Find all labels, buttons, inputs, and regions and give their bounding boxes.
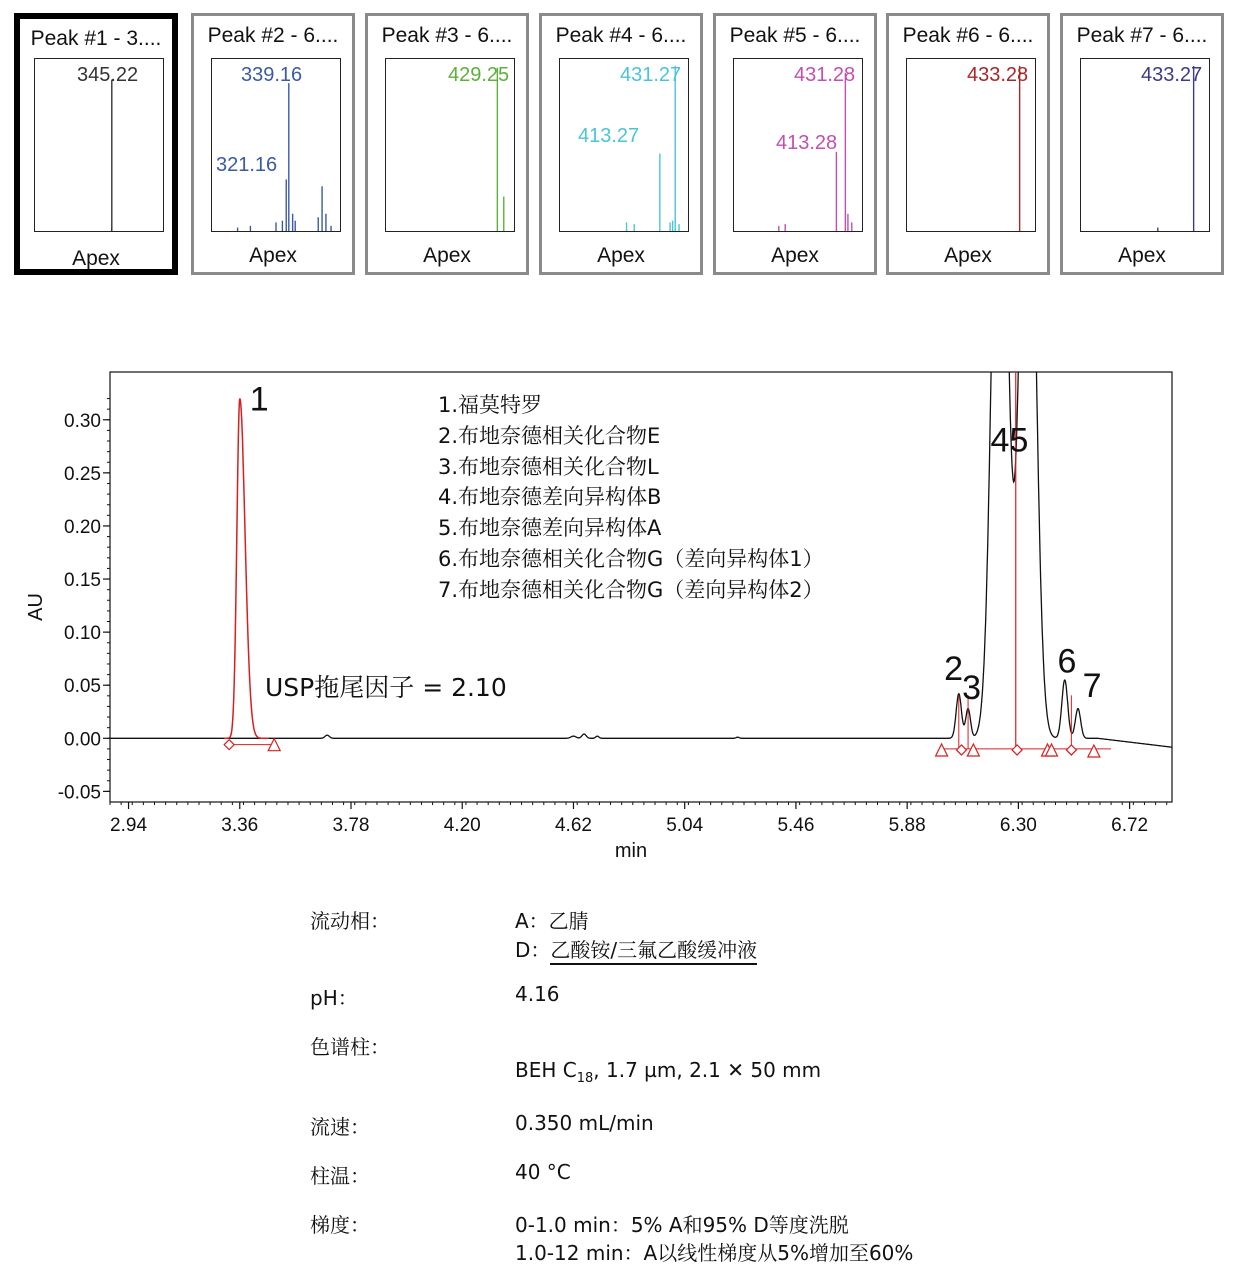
peak-legend [438,390,824,606]
spectrum-panel-title: Peak #2 - 6.... [207,24,339,47]
ph-label: pH： [310,986,358,1010]
x-tick-label: 6.30 [999,815,1037,836]
spectrum-svg [386,59,514,231]
y-tick-label: 0.20 [64,516,101,538]
x-tick-label: 4.62 [554,815,592,836]
x-tick-label: 6.72 [1111,815,1149,836]
spectrum-panel-title: Peak #6 - 6.... [902,24,1034,47]
legend-item-7: 7.布地奈德相关化合物G（差向异构体2） [438,577,824,602]
spectrum-peak-label-secondary: 413.28 [776,132,838,154]
flow-label: 流速： [310,1115,370,1139]
spectrum-panel-footer: Apex [597,244,645,267]
spectrum-peak-label: 429.25 [448,64,510,86]
legend-item-2: 2.布地奈德相关化合物E [438,423,661,448]
peak-start-marker [1012,745,1022,755]
spectrum-panel-footer: Apex [771,244,819,267]
spectrum-plot [906,58,1036,232]
peak-number-7: 7 [1082,667,1102,706]
spectrum-panel-footer: Apex [249,244,297,267]
peak-number-4-5: 45 [990,421,1029,460]
y-tick-label: 0.30 [64,410,101,432]
spectrum-panel-footer: Apex [72,247,120,270]
y-tick-label: -0.05 [57,782,101,804]
peak-end-marker [1088,745,1100,757]
y-tick-label: 0.00 [64,729,101,751]
spectrum-panel-footer: Apex [1118,244,1166,267]
peak-start-marker [956,745,966,755]
legend-item-5: 5.布地奈德差向异构体A [438,516,662,541]
flow-value: 0.350 mL/min [515,1111,654,1135]
column-value-pre: BEH C [515,1058,577,1082]
x-tick-label: 2.94 [110,815,148,836]
legend-item-6: 6.布地奈德相关化合物G（差向异构体1） [438,546,824,571]
peak-end-marker [936,744,948,756]
y-tick-label: 0.05 [64,676,101,698]
x-axis-label: min [614,840,648,862]
spectrum-panel-1[interactable] [14,13,178,275]
usp-tailing-annotation: USP拖尾因子 = 2.10 [265,673,507,702]
mobile-phase-label: 流动相： [310,909,390,933]
spectrum-peak-label: 339.16 [241,64,303,86]
spectrum-peak-label-secondary: 413.27 [578,125,640,147]
x-tick-label: 5.46 [777,815,815,836]
temp-value: 40 °C [515,1160,571,1184]
spectrum-panel-6[interactable] [886,13,1050,275]
spectrum-panel-footer: Apex [944,244,992,267]
peak-start-marker [1066,745,1076,755]
spectrum-svg [560,59,688,231]
spectrum-svg [907,59,1035,231]
spectrum-peak-label: 433.28 [967,64,1029,86]
gradient-step-2: 1.0-12 min：A以线性梯度从5%增加至60% [515,1241,914,1265]
x-tick-label: 3.36 [221,815,259,836]
x-tick-label: 5.88 [888,815,926,836]
mobile-phase-d-prefix: D： [515,938,551,962]
spectrum-plot [733,58,863,232]
spectrum-plot [559,58,689,232]
spectrum-panel-footer: Apex [423,244,471,267]
spectrum-panel-title: Peak #5 - 6.... [729,24,861,47]
legend-item-1: 1.福莫特罗 [438,393,543,417]
spectrum-panel-title: Peak #1 - 3.... [30,27,162,50]
spectrum-svg [1081,59,1209,231]
spectrum-panel-4[interactable] [539,13,703,275]
peak-number-2: 2 [944,650,964,689]
peak-number-6: 6 [1057,642,1077,681]
peak-number-1: 1 [249,380,269,419]
spectrum-svg [734,59,862,231]
spectrum-peak-label: 431.28 [794,64,856,86]
legend-item-4: 4.布地奈德差向异构体B [438,485,662,510]
spectrum-svg [212,59,340,231]
spectrum-plot [385,58,515,232]
spectrum-peak-label-secondary: 321.16 [216,154,278,176]
spectrum-plot [34,58,164,232]
spectrum-peak-label: 431.27 [620,64,682,86]
spectrum-peak-label: 433.27 [1141,64,1203,86]
spectrum-panel-title: Peak #3 - 6.... [381,24,513,47]
peak-1-trace [224,399,269,739]
spectrum-panel-7[interactable] [1060,13,1224,275]
y-tick-label: 0.15 [64,570,101,592]
spectrum-panel-3[interactable] [365,13,529,275]
ph-value: 4.16 [515,982,560,1006]
peak-number-3: 3 [962,669,982,708]
spectrum-panel-title: Peak #4 - 6.... [555,24,687,47]
spectrum-panel-2[interactable] [191,13,355,275]
spectrum-plot [1080,58,1210,232]
y-tick-label: 0.25 [64,463,101,485]
column-value-sub: 18 [576,1071,594,1086]
column-value-post: , 1.7 µm, 2.1 ✕ 50 mm [593,1058,822,1082]
spectrum-svg [35,59,163,231]
x-tick-label: 5.04 [666,815,704,836]
legend-item-3: 3.布地奈德相关化合物L [438,454,659,479]
gradient-step-1: 0-1.0 min：5% A和95% D等度洗脱 [515,1213,849,1237]
column-label: 色谱柱： [310,1035,390,1059]
mobile-phase-d-value: 乙酸铵/三氟乙酸缓冲液 [550,938,757,965]
mobile-phase-d [515,934,757,963]
temp-label: 柱温： [310,1164,370,1188]
x-tick-label: 3.78 [332,815,370,836]
peak-start-marker [224,740,234,750]
mobile-phase-a: A：乙腈 [515,909,589,933]
y-tick-label: 0.10 [64,623,101,645]
y-axis-label: AU [25,593,47,621]
gradient-label: 梯度： [310,1213,370,1237]
x-tick-label: 4.20 [443,815,481,836]
column-value [515,1058,821,1086]
spectrum-panel-title: Peak #7 - 6.... [1076,24,1208,47]
spectrum-panel-5[interactable] [713,13,877,275]
peak-end-marker [967,744,979,756]
spectrum-peak-label: 345.22 [77,64,139,86]
spectrum-plot [211,58,341,232]
